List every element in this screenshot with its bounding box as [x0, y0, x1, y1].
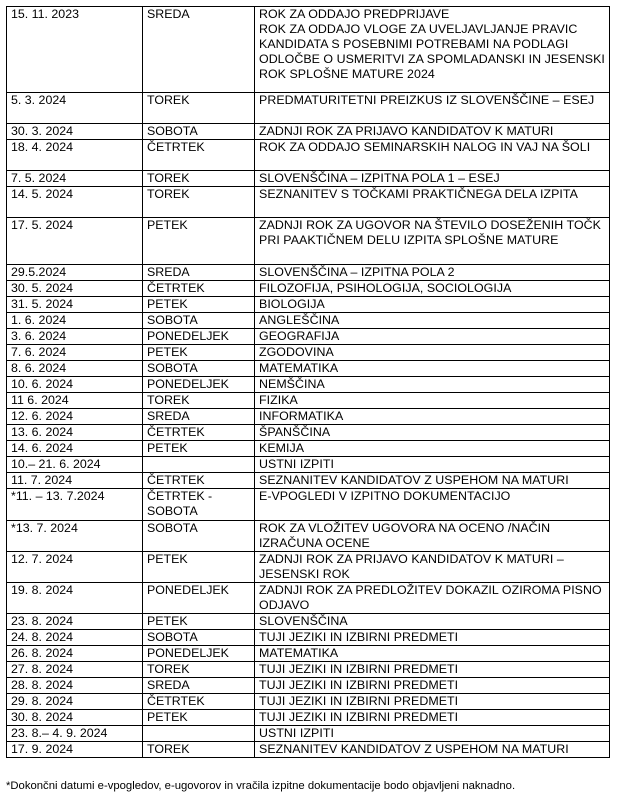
date-cell: 27. 8. 2024	[7, 662, 143, 678]
event-cell	[255, 646, 610, 662]
event-text: ZADNJI ROK ZA PRIJAVO KANDIDATOV K MATURI	[259, 124, 554, 138]
day-text: SREDA	[147, 7, 190, 21]
event-cell	[255, 124, 610, 140]
event-cell	[255, 377, 610, 393]
event-text: TUJI JEZIKI IN IZBIRNI PREDMETI	[259, 630, 459, 644]
event-cell	[255, 329, 610, 345]
event-text: NEMŠČINA	[259, 377, 325, 391]
event-text: USTNI IZPITI	[259, 726, 334, 740]
day-text: SOBOTA	[147, 124, 198, 138]
date-cell: 30. 5. 2024	[7, 281, 143, 297]
date-cell: 12. 7. 2024	[7, 552, 143, 583]
table-row	[7, 187, 610, 218]
table-row	[7, 409, 610, 425]
date-cell: 10.– 21. 6. 2024	[7, 457, 143, 473]
event-text: ROK ZA ODDAJO VLOGE ZA UVELJAVLJANJE PRAVIC KANDIDATA S POSEBNIMI POTREBAMI NA PODLAGI ODLOČBE O USMERITVI ZA SPOMLADANSKI IN JESENSKI ROK SPLOŠNE MATURE 2024	[259, 22, 605, 81]
date-cell: 29. 8. 2024	[7, 694, 143, 710]
day-cell	[143, 124, 255, 140]
event-cell	[255, 409, 610, 425]
table-row	[7, 171, 610, 187]
event-cell	[255, 281, 610, 297]
day-text: PONEDELJEK	[147, 377, 229, 391]
event-cell	[255, 710, 610, 726]
day-text: PETEK	[147, 218, 188, 232]
day-text: ČETRTEK	[147, 473, 205, 487]
event-cell	[255, 441, 610, 457]
document	[6, 6, 610, 758]
date-cell: 14. 6. 2024	[7, 441, 143, 457]
table-row	[7, 93, 610, 124]
table-row	[7, 140, 610, 171]
event-text: PREDMATURITETNI PREIZKUS IZ SLOVENŠČINE – ESEJ	[259, 93, 595, 107]
table-row	[7, 678, 610, 694]
table-row	[7, 218, 610, 265]
day-text: TOREK	[147, 187, 190, 201]
day-text: SREDA	[147, 265, 190, 279]
event-cell	[255, 345, 610, 361]
table-row	[7, 345, 610, 361]
table-row	[7, 361, 610, 377]
day-text: ČETRTEK	[147, 281, 205, 295]
date-cell: 7. 5. 2024	[7, 171, 143, 187]
day-text: TOREK	[147, 93, 190, 107]
table-row	[7, 124, 610, 140]
date-cell: 31. 5. 2024	[7, 297, 143, 313]
event-text: SEZNANITEV KANDIDATOV Z USPEHOM NA MATURI	[259, 742, 569, 756]
day-text: SOBOTA	[147, 504, 198, 518]
table-row	[7, 265, 610, 281]
event-cell	[255, 662, 610, 678]
date-cell: 18. 4. 2024	[7, 140, 143, 171]
event-cell	[255, 614, 610, 630]
table-row	[7, 694, 610, 710]
date-cell: 10. 6. 2024	[7, 377, 143, 393]
schedule-table	[6, 6, 610, 758]
event-cell	[255, 313, 610, 329]
event-text: TUJI JEZIKI IN IZBIRNI PREDMETI	[259, 710, 459, 724]
day-cell	[143, 281, 255, 297]
table-row	[7, 329, 610, 345]
day-cell	[143, 345, 255, 361]
table-row	[7, 662, 610, 678]
day-cell	[143, 489, 255, 521]
day-text: PETEK	[147, 441, 188, 455]
event-text: FILOZOFIJA, PSIHOLOGIJA, SOCIOLOGIJA	[259, 281, 512, 295]
event-text: TUJI JEZIKI IN IZBIRNI PREDMETI	[259, 662, 459, 676]
table-row	[7, 710, 610, 726]
day-text: PONEDELJEK	[147, 583, 229, 597]
event-cell	[255, 630, 610, 646]
day-text: PETEK	[147, 614, 188, 628]
day-cell	[143, 614, 255, 630]
day-cell	[143, 630, 255, 646]
event-cell	[255, 393, 610, 409]
date-cell: 11 6. 2024	[7, 393, 143, 409]
date-cell: 28. 8. 2024	[7, 678, 143, 694]
table-row	[7, 281, 610, 297]
event-text: GEOGRAFIJA	[259, 329, 340, 343]
date-cell: 1. 6. 2024	[7, 313, 143, 329]
date-cell: 5. 3. 2024	[7, 93, 143, 124]
day-cell	[143, 710, 255, 726]
event-text: KEMIJA	[259, 441, 305, 455]
date-cell: 13. 6. 2024	[7, 425, 143, 441]
footnote: *Dokončni datumi e-vpogledov, e-ugovorov in vračila izpitne dokumentacije bodo objavljeni naknadno.	[6, 780, 516, 792]
table-row	[7, 630, 610, 646]
table-row	[7, 425, 610, 441]
date-cell: 8. 6. 2024	[7, 361, 143, 377]
day-cell	[143, 742, 255, 758]
table-row	[7, 726, 610, 742]
table-row	[7, 377, 610, 393]
date-cell: 12. 6. 2024	[7, 409, 143, 425]
event-text: INFORMATIKA	[259, 409, 344, 423]
schedule-rows	[7, 7, 610, 758]
day-cell	[143, 409, 255, 425]
day-cell	[143, 678, 255, 694]
day-text: SOBOTA	[147, 630, 198, 644]
event-cell	[255, 678, 610, 694]
day-cell	[143, 521, 255, 552]
event-cell	[255, 171, 610, 187]
table-row	[7, 473, 610, 489]
day-cell	[143, 329, 255, 345]
day-cell	[143, 313, 255, 329]
day-text: SREDA	[147, 678, 190, 692]
event-cell	[255, 457, 610, 473]
date-cell: 23. 8.– 4. 9. 2024	[7, 726, 143, 742]
event-cell	[255, 7, 610, 93]
event-text: USTNI IZPITI	[259, 457, 334, 471]
day-cell	[143, 377, 255, 393]
event-cell	[255, 473, 610, 489]
day-cell	[143, 140, 255, 171]
event-cell	[255, 489, 610, 521]
event-text: MATEMATIKA	[259, 646, 339, 660]
event-cell	[255, 361, 610, 377]
day-text: SREDA	[147, 409, 190, 423]
day-text: SOBOTA	[147, 313, 198, 327]
event-cell	[255, 726, 610, 742]
date-cell: 11. 7. 2024	[7, 473, 143, 489]
day-cell	[143, 726, 255, 742]
day-cell	[143, 425, 255, 441]
day-cell	[143, 361, 255, 377]
table-row	[7, 742, 610, 758]
date-cell: 30. 3. 2024	[7, 124, 143, 140]
event-cell	[255, 425, 610, 441]
day-cell	[143, 694, 255, 710]
event-text: BIOLOGIJA	[259, 297, 325, 311]
event-cell	[255, 140, 610, 171]
day-text: PETEK	[147, 710, 188, 724]
date-cell: 30. 8. 2024	[7, 710, 143, 726]
date-cell: 17. 5. 2024	[7, 218, 143, 265]
date-cell: *11. – 13. 7.2024	[7, 489, 143, 521]
event-text: TUJI JEZIKI IN IZBIRNI PREDMETI	[259, 678, 459, 692]
event-cell	[255, 297, 610, 313]
event-text: FIZIKA	[259, 393, 298, 407]
event-cell	[255, 187, 610, 218]
event-text: E-VPOGLEDI V IZPITNO DOKUMENTACIJO	[259, 489, 511, 503]
day-cell	[143, 441, 255, 457]
day-cell	[143, 646, 255, 662]
day-text: ČETRTEK	[147, 694, 205, 708]
day-text: SOBOTA	[147, 361, 198, 375]
day-cell	[143, 457, 255, 473]
event-cell	[255, 552, 610, 583]
event-text: SEZNANITEV KANDIDATOV Z USPEHOM NA MATURI	[259, 473, 569, 487]
day-cell	[143, 93, 255, 124]
event-cell	[255, 218, 610, 265]
day-cell	[143, 393, 255, 409]
date-cell: 3. 6. 2024	[7, 329, 143, 345]
table-row	[7, 552, 610, 583]
event-text: ZADNJI ROK ZA PREDLOŽITEV DOKAZIL OZIROMA PISNO ODJAVO	[259, 583, 602, 612]
date-cell: 14. 5. 2024	[7, 187, 143, 218]
day-cell	[143, 171, 255, 187]
day-cell	[143, 583, 255, 614]
date-cell: *13. 7. 2024	[7, 521, 143, 552]
day-text: TOREK	[147, 742, 190, 756]
table-row	[7, 583, 610, 614]
event-cell	[255, 93, 610, 124]
event-text: ROK ZA VLOŽITEV UGOVORA NA OCENO /NAČIN IZRAČUNA OCENE	[259, 521, 551, 550]
day-cell	[143, 187, 255, 218]
event-text: ROK ZA ODDAJO SEMINARSKIH NALOG IN VAJ NA ŠOLI	[259, 140, 591, 154]
day-cell	[143, 473, 255, 489]
table-row	[7, 489, 610, 521]
date-cell: 29.5.2024	[7, 265, 143, 281]
event-text: MATEMATIKA	[259, 361, 339, 375]
date-cell: 15. 11. 2023	[7, 7, 143, 93]
date-cell: 24. 8. 2024	[7, 630, 143, 646]
table-row	[7, 297, 610, 313]
event-text: SLOVENŠČINA – IZPITNA POLA 2	[259, 265, 455, 279]
day-cell	[143, 7, 255, 93]
event-text: ROK ZA ODDAJO PREDPRIJAVE	[259, 7, 450, 21]
event-text: SLOVENŠČINA	[259, 614, 348, 628]
table-row	[7, 646, 610, 662]
event-text: SEZNANITEV S TOČKAMI PRAKTIČNEGA DELA IZPITA	[259, 187, 578, 201]
event-cell	[255, 521, 610, 552]
day-text: PONEDELJEK	[147, 646, 229, 660]
day-cell	[143, 662, 255, 678]
table-row	[7, 457, 610, 473]
day-text: TOREK	[147, 171, 190, 185]
event-text: ZADNJI ROK ZA UGOVOR NA ŠTEVILO DOSEŽENIH TOČK PRI PAAKTIČNEM DELU IZPITA SPLOŠNE MATURE	[259, 218, 601, 247]
event-cell	[255, 742, 610, 758]
day-text: SOBOTA	[147, 521, 198, 535]
date-cell: 7. 6. 2024	[7, 345, 143, 361]
date-cell: 26. 8. 2024	[7, 646, 143, 662]
event-cell	[255, 694, 610, 710]
day-text: TOREK	[147, 393, 190, 407]
table-row	[7, 441, 610, 457]
day-text: ČETRTEK	[147, 140, 205, 154]
table-row	[7, 521, 610, 552]
date-cell: 23. 8. 2024	[7, 614, 143, 630]
day-cell	[143, 552, 255, 583]
day-cell	[143, 297, 255, 313]
event-text: ŠPANŠČINA	[259, 425, 331, 439]
table-row	[7, 7, 610, 93]
day-cell	[143, 218, 255, 265]
day-text: PETEK	[147, 297, 188, 311]
table-row	[7, 313, 610, 329]
event-text: TUJI JEZIKI IN IZBIRNI PREDMETI	[259, 694, 459, 708]
day-text: PONEDELJEK	[147, 329, 229, 343]
day-text: PETEK	[147, 345, 188, 359]
day-cell	[143, 265, 255, 281]
event-text: ZADNJI ROK ZA PRIJAVO KANDIDATOV K MATURI – JESENSKI ROK	[259, 552, 564, 581]
day-text: TOREK	[147, 662, 190, 676]
table-row	[7, 393, 610, 409]
day-text: ČETRTEK -	[147, 489, 213, 503]
event-text: ZGODOVINA	[259, 345, 334, 359]
event-cell	[255, 583, 610, 614]
date-cell: 19. 8. 2024	[7, 583, 143, 614]
event-cell	[255, 265, 610, 281]
table-row	[7, 614, 610, 630]
day-text: PETEK	[147, 552, 188, 566]
date-cell: 17. 9. 2024	[7, 742, 143, 758]
event-text: SLOVENŠČINA – IZPITNA POLA 1 – ESEJ	[259, 171, 500, 185]
day-text: ČETRTEK	[147, 425, 205, 439]
event-text: ANGLEŠČINA	[259, 313, 340, 327]
